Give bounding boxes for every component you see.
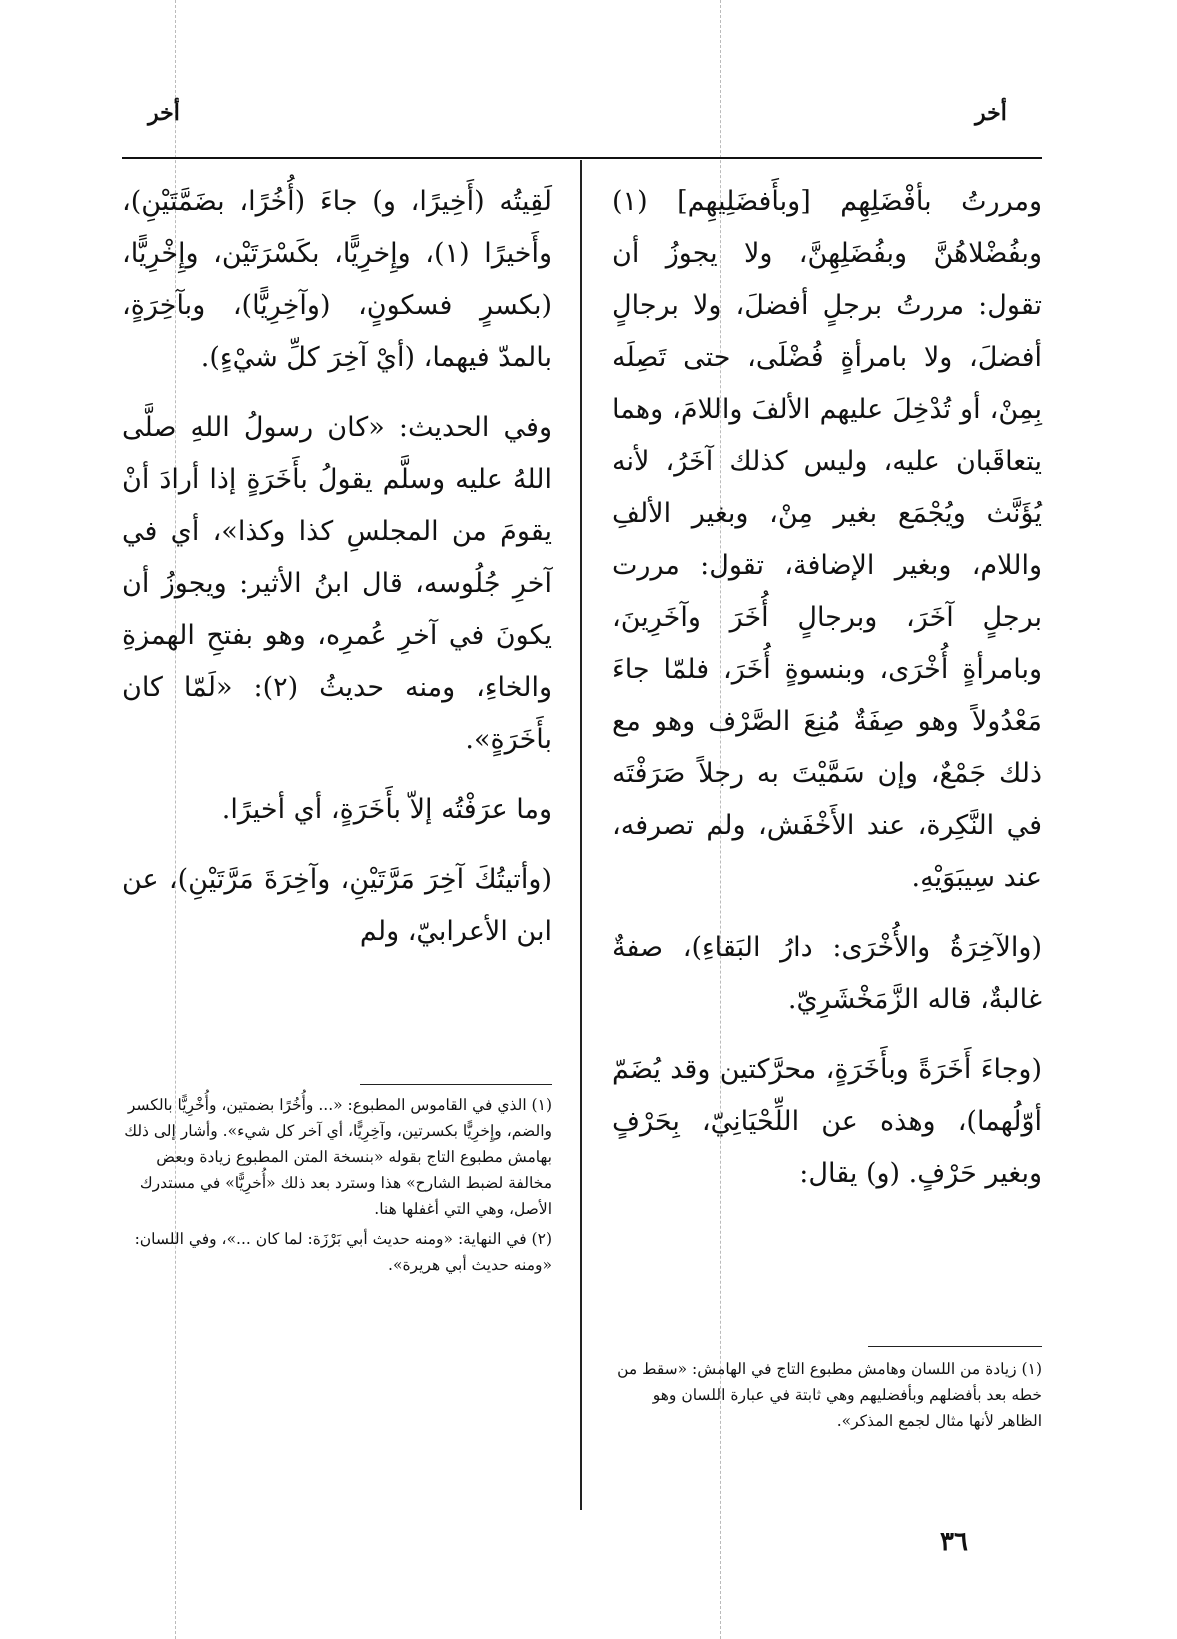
left-paragraph-3: وما عرَفْتُه إلاّ بأَخَرَةٍ، أي أخيرًا. <box>221 794 552 825</box>
running-header-right: أخر <box>975 100 1007 126</box>
footnotes-left <box>122 1092 552 1282</box>
footnotes-right <box>612 1356 1042 1438</box>
left-paragraph-2: وفي الحديث: «كان رسولُ اللهِ صلَّى اللهُ عليه وسلَّم يقولُ بأَخَرَةٍ إذا أرادَ أنْ يقومَ من المجلسِ كذا وكذا»، أي في آخرِ جُلُوسه، قال ابنُ الأثير: ويجوزُ أن يكونَ في آخرِ عُمرِه، وهو بفتحِ الهمزةِ والخاءِ، ومنه حديثُ (٢): «لَمّا كان بأَخَرَةٍ». <box>122 412 552 755</box>
footnote-rule-right <box>868 1346 1042 1347</box>
right-paragraph-2: (والآخِرَةُ والأُخْرَى: دارُ البَقاءِ)، صفةٌ غالبةٌ، قاله الزَّمَخْشَرِيّ. <box>612 932 1042 1015</box>
header-rule <box>122 157 1042 159</box>
right-paragraph-3: (وجاءَ أَخَرَةً وبأَخَرَةٍ، محرَّكتين وقد يُضَمّ أوّلُهما)، وهذه عن اللِّحْيَانِيّ، بِحَرْفٍ وبغير حَرْفٍ. (و) يقال: <box>612 1054 1042 1189</box>
footnote-rule-left <box>360 1084 552 1085</box>
page-number: ٣٦ <box>940 1527 968 1557</box>
left-paragraph-1: لَقِيتُه (أَخِيرًا، و) جاءَ (أُخُرًا، بضَمَّتَيْنِ)، وأَخيرًا (١)، وإِخرِيًّا، بكَسْرَتَيْن، وإِخْرِيًّا، (بكسرٍ فسكونٍ، (وآخِرِيًّا)، وبآخِرَةٍ، بالمدّ فيهما، (أيْ آخِرَ كلِّ شيْءٍ). <box>122 186 552 373</box>
left-paragraph-4: (وأتيتُكَ آخِرَ مَرَّتَيْنِ، وآخِرَةَ مَرَّتَيْنِ)، عن ابن الأعرابيّ، ولم <box>122 864 552 947</box>
footnote-right-1: (١) زيادة من اللسان وهامش مطبوع التاج في الهامش: «سقط من خطه بعد بأفضلهم وبأفضليهم وهي ثابتة في عبارة اللسان وهو الظاهر لأنها مثال لجمع المذكر». <box>617 1360 1042 1430</box>
right-column <box>612 176 1042 1200</box>
footnote-left-2: (٢) في النهاية: «ومنه حديث أبي بَرْزَة: لما كان ...»، وفي اللسان: «ومنه حديث أبي هريرة». <box>134 1230 552 1274</box>
running-header-left: أخر <box>148 100 180 126</box>
left-column <box>122 176 552 958</box>
footnote-left-1: (١) الذي في القاموس المطبوع: «... وأُخُرًا بضمتين، وأُخْرِيًّا بالكسر والضم، وإِخرِيًّا بكسرتين، وآخِرِيًّا، أي آخر كل شيء». وأشار إلى ذلك بهامش مطبوع التاج بقوله «بنسخة المتن المطبوع زيادة وبعض مخالفة لضبط الشارح» هذا وسترد بعد ذلك «أُخرِيًّا» في مستدرك الأصل، وهي التي أغفلها هنا. <box>124 1096 552 1218</box>
right-paragraph-1: ومررتُ بأفْضَلِهِم [وبأَفضَلِيهِم] (١) وبفُضْلاهُنَّ وبفُضَلِهِنَّ، ولا يجوزُ أن تقول: مررتُ برجلٍ أفضلَ، ولا برجالٍ أفضلَ، ولا بامرأةٍ فُضْلَى، حتى تَصِلَه بِمِنْ، أو تُدْخِلَ عليهم الألفَ واللامَ، وهما يتعاقَبان عليه، وليس كذلك آخَرُ، لأنه يُؤَنَّث ويُجْمَع بغير مِنْ، وبغير الألفِ واللام، وبغير الإضافة، تقول: مررت برجلٍ آخَرَ، وبرجالٍ أُخَرَ وآخَرِينَ، وبامرأةٍ أُخْرَى، وبنسوةٍ أُخَرَ، فلمّا جاءَ مَعْدُولاً وهو صِفَةٌ مُنِعَ الصَّرْف وهو مع ذلك جَمْعٌ، وإن سَمَّيْتَ به رجلاً صَرَفْتَه في النَّكِرة، عند الأَخْفَش، ولم تصرفه، عند سِيبَوَيْهِ. <box>612 186 1042 893</box>
column-divider <box>580 160 582 1510</box>
